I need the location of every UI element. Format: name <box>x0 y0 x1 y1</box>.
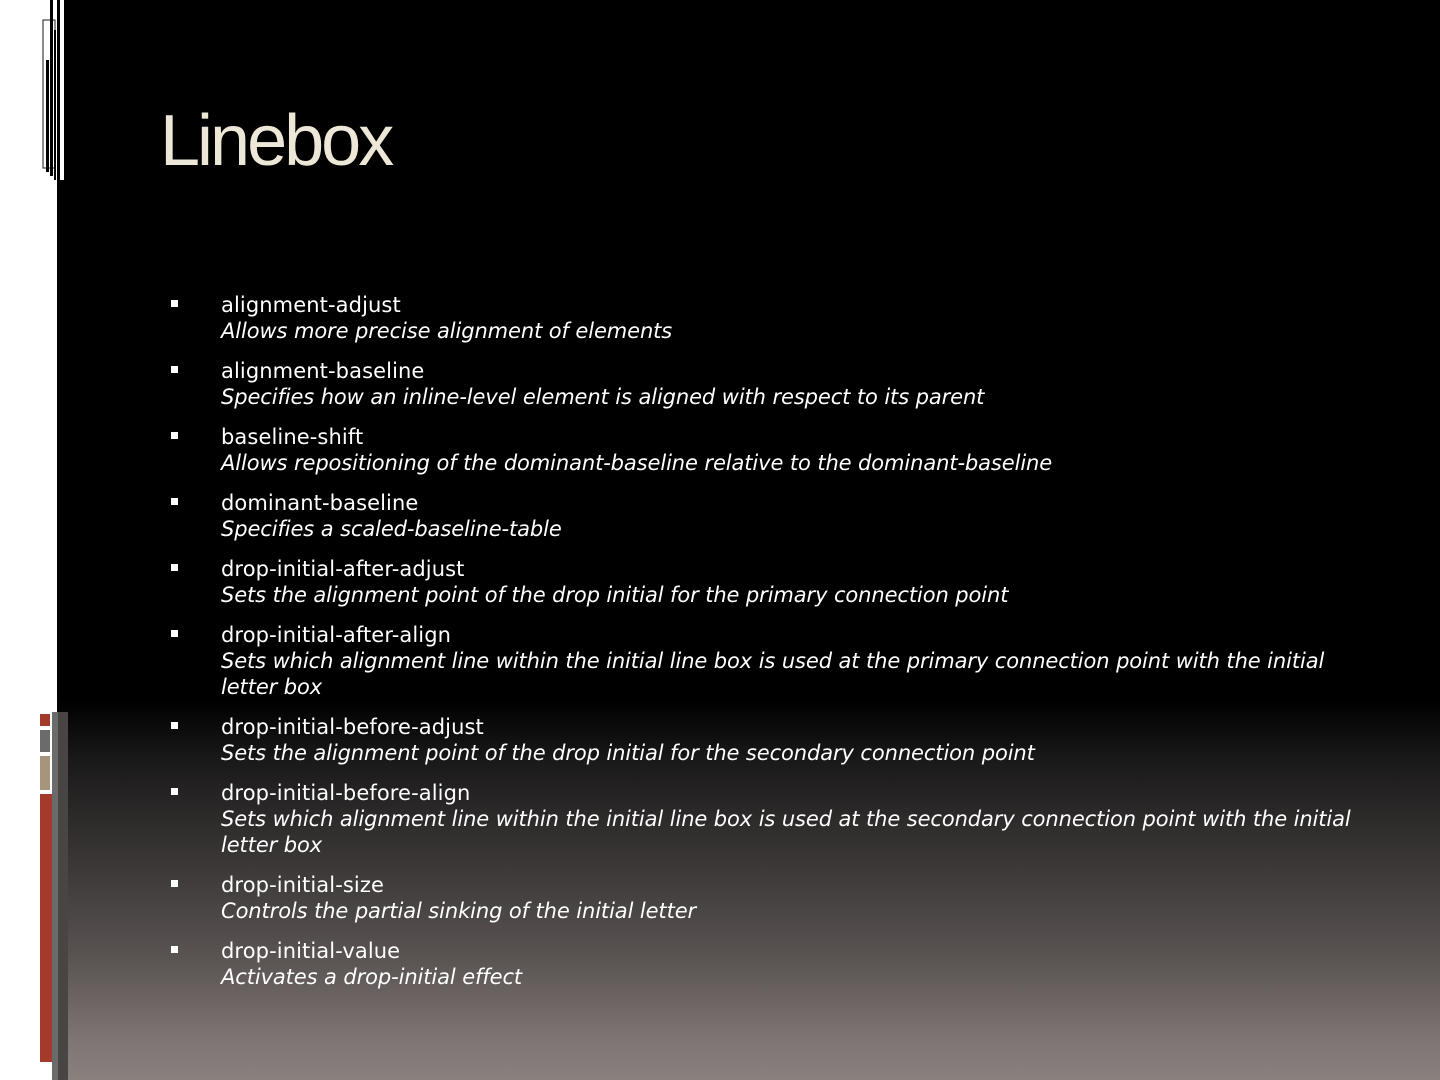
property-description: Allows more precise alignment of elements <box>221 319 673 343</box>
list-item <box>160 556 1380 608</box>
property-description: Specifies how an inline-level element is aligned with respect to its parent <box>221 385 985 409</box>
property-name: drop-initial-before-align <box>221 781 471 805</box>
slide-title: Linebox <box>160 101 392 181</box>
property-name: baseline-shift <box>221 425 364 449</box>
bullet-icon <box>171 300 178 307</box>
property-name: drop-initial-size <box>221 873 385 897</box>
property-list <box>160 292 1380 1004</box>
bullet-icon <box>171 788 178 795</box>
property-name: alignment-adjust <box>221 293 401 317</box>
bullet-icon <box>171 722 178 729</box>
property-name: alignment-baseline <box>221 359 425 383</box>
list-item <box>160 938 1380 990</box>
property-description: Allows repositioning of the dominant-baseline relative to the dominant-baseline <box>221 451 1053 475</box>
property-description: Activates a drop-initial effect <box>221 965 523 989</box>
property-description: Sets the alignment point of the drop initial for the primary connection point <box>221 583 1009 607</box>
list-item <box>160 872 1380 924</box>
list-item <box>160 622 1380 700</box>
property-name: drop-initial-after-align <box>221 623 452 647</box>
property-name: drop-initial-before-adjust <box>221 715 484 739</box>
property-description: Sets which alignment line within the initial line box is used at the secondary connection point with the initial letter box <box>221 807 1351 857</box>
property-name: drop-initial-value <box>221 939 401 963</box>
bullet-icon <box>171 880 178 887</box>
property-description: Specifies a scaled-baseline-table <box>221 517 562 541</box>
bullet-icon <box>171 366 178 373</box>
list-item <box>160 358 1380 410</box>
bullet-icon <box>171 630 178 637</box>
bullet-icon <box>171 946 178 953</box>
bullet-icon <box>171 564 178 571</box>
list-item <box>160 424 1380 476</box>
list-item <box>160 714 1380 766</box>
decorative-stripes-top <box>40 0 64 180</box>
property-description: Controls the partial sinking of the initial letter <box>221 899 697 923</box>
property-description: Sets which alignment line within the initial line box is used at the primary connection point with the initial letter box <box>221 649 1325 699</box>
list-item <box>160 780 1380 858</box>
property-name: drop-initial-after-adjust <box>221 557 465 581</box>
list-item <box>160 490 1380 542</box>
property-name: dominant-baseline <box>221 491 419 515</box>
property-description: Sets the alignment point of the drop initial for the secondary connection point <box>221 741 1035 765</box>
list-item <box>160 292 1380 344</box>
bullet-icon <box>171 432 178 439</box>
decorative-stripes-bottom <box>38 712 68 1080</box>
bullet-icon <box>171 498 178 505</box>
